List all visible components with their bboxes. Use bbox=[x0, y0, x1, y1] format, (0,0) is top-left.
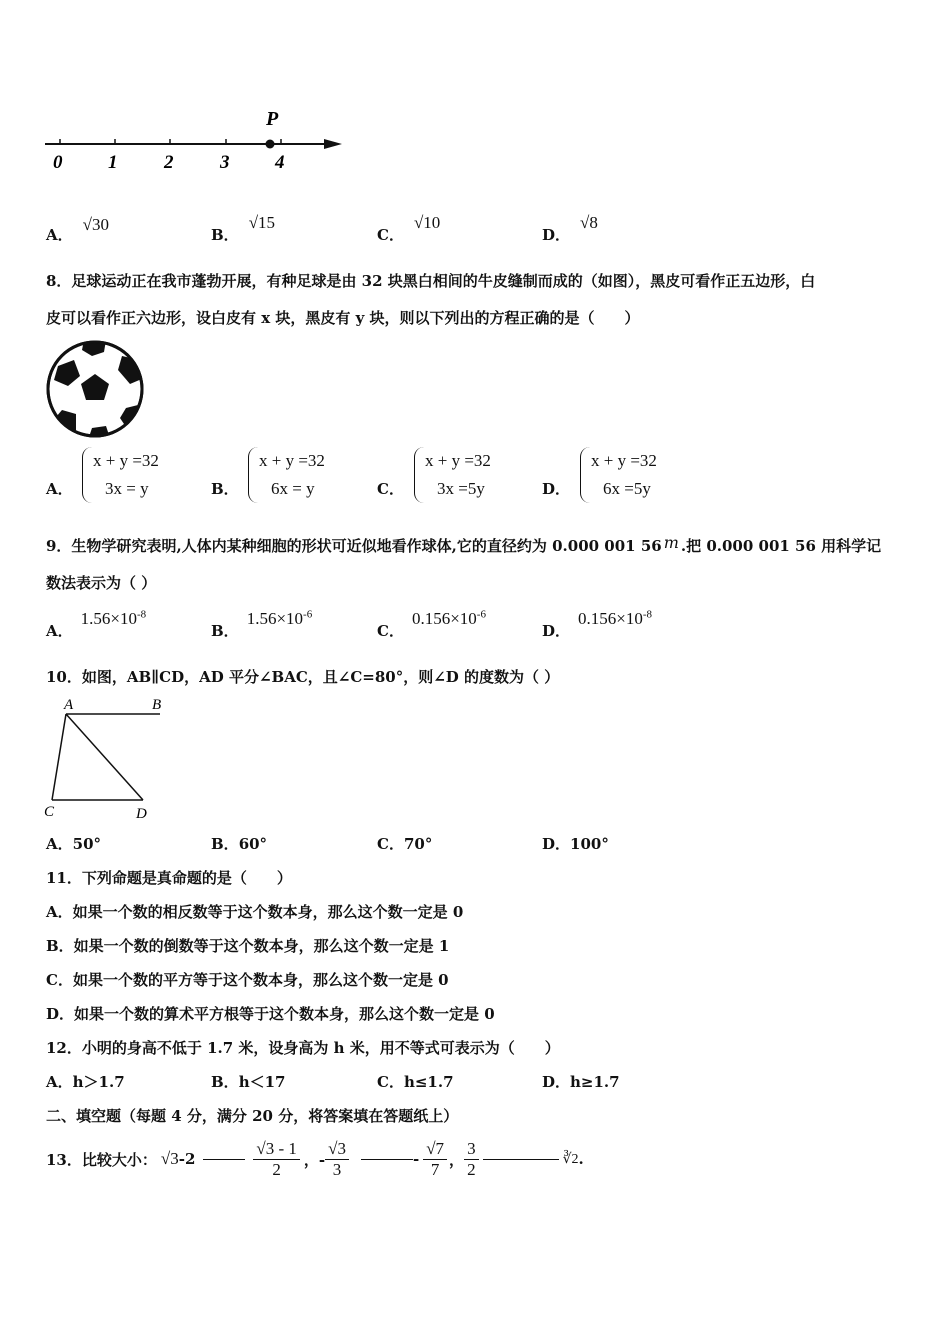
q13-fraction-3: $\frac{√7}{7}$ bbox=[423, 1139, 447, 1180]
q9-text-line1: 9．生物学研究表明,人体内某种细胞的形状可近似地看作球体,它的直径约为 0.000 001 56 m .把 0.000 001 56 用科学记 bbox=[46, 533, 882, 555]
q9-option-d: D．$0.156\times 10^{-8}$ bbox=[542, 608, 653, 640]
q9-option-b: B．$1.56\times 10^{-6}$ bbox=[211, 608, 313, 640]
tick-label-2: 2 bbox=[164, 152, 174, 173]
q13-cube-root: ∛2 bbox=[562, 1151, 579, 1167]
number-line-figure bbox=[40, 100, 350, 180]
soccer-ball-figure bbox=[44, 338, 146, 440]
q12-option-d: D．h≥1.7 bbox=[542, 1073, 620, 1091]
q8-option-b-letter: B． bbox=[211, 480, 239, 498]
label-d: D bbox=[136, 806, 147, 822]
q12-option-a: A．h＞1.7 bbox=[46, 1073, 125, 1091]
q10-option-b: B．60° bbox=[211, 835, 268, 853]
q13-blank-3[interactable] bbox=[483, 1159, 559, 1160]
q8-option-a-letter: A． bbox=[46, 480, 73, 498]
label-b: B bbox=[152, 697, 162, 713]
point-p bbox=[266, 140, 275, 149]
q13-sqrt3: √3 bbox=[160, 1149, 179, 1168]
segment-ad bbox=[66, 714, 143, 800]
q8-d-eq1: x + y =32 bbox=[591, 451, 657, 470]
q13-separator-2: ， bbox=[449, 1150, 465, 1169]
label-a: A bbox=[64, 697, 74, 713]
q10-triangle-figure bbox=[40, 692, 170, 822]
q8-b-eq1: x + y =32 bbox=[259, 451, 325, 470]
q10-text: 10．如图，AB∥CD，AD 平分∠BAC，且∠C=80°，则∠D 的度数为（ ） bbox=[46, 668, 560, 686]
q7-option-b: B．√15 bbox=[211, 213, 276, 244]
q8-c-eq2: 3x =5y bbox=[437, 479, 485, 498]
q13-minus-two: -2 bbox=[178, 1150, 196, 1168]
q9-option-c: C．$0.156\times 10^{-6}$ bbox=[377, 608, 486, 640]
q7-option-a: A．√30 bbox=[46, 215, 109, 244]
label-c: C bbox=[44, 804, 55, 820]
q8-a-eq1: x + y =32 bbox=[93, 451, 159, 470]
q8-b-eq2: 6x = y bbox=[271, 479, 315, 498]
tick-label-4: 4 bbox=[275, 152, 285, 173]
q8-option-c-system bbox=[414, 447, 491, 503]
q10-option-c: C．70° bbox=[377, 835, 433, 853]
section-2-title: 二、填空题（每题 4 分，满分 20 分，将答案填在答题纸上） bbox=[46, 1107, 459, 1125]
q13-f3-sign: - bbox=[412, 1150, 420, 1168]
q7-option-c: C．√10 bbox=[377, 213, 441, 244]
number-line-arrow bbox=[324, 139, 342, 149]
q9-text-line2: 数法表示为（ ） bbox=[46, 574, 157, 592]
q8-text-line2: 皮可以看作正六边形，设白皮有 x 块，黑皮有 y 块，则以下列出的方程正确的是（ ） bbox=[46, 309, 640, 327]
tick-label-0: 0 bbox=[53, 152, 63, 173]
q8-c-eq1: x + y =32 bbox=[425, 451, 491, 470]
segment-ac bbox=[52, 714, 66, 800]
q13-label: 13．比较大小： bbox=[46, 1150, 157, 1169]
q11-text: 11．下列命题是真命题的是（ ） bbox=[46, 869, 292, 887]
q12-text: 12．小明的身高不低于 1.7 米，设身高为 h 米，用不等式可表示为（ ） bbox=[46, 1039, 560, 1057]
q8-option-b-system bbox=[248, 447, 325, 503]
q7-option-d: D．√8 bbox=[542, 213, 598, 244]
q13-fraction-4: $\frac{3}{2}$ bbox=[464, 1139, 479, 1180]
q9-option-a: A．$1.56\times 10^{-8}$ bbox=[46, 608, 147, 640]
q13-line bbox=[46, 1133, 584, 1185]
q8-option-d-letter: D． bbox=[542, 480, 571, 498]
q12-option-c: C．h≤1.7 bbox=[377, 1073, 454, 1091]
q11-option-d: D．如果一个数的算术平方根等于这个数本身，那么这个数一定是 0 bbox=[46, 1005, 495, 1023]
q8-text-line1: 8．足球运动正在我市蓬勃开展，有种足球是由 32 块黑白相间的牛皮缝制而成的（如图），黑皮可看作正五边形，白 bbox=[46, 272, 816, 290]
q11-option-a: A．如果一个数的相反数等于这个数本身，那么这个数一定是 0 bbox=[46, 903, 464, 921]
q13-end: . bbox=[578, 1150, 584, 1168]
q8-d-eq2: 6x =5y bbox=[603, 479, 651, 498]
q8-option-a-system bbox=[82, 447, 159, 503]
tick-label-1: 1 bbox=[108, 152, 118, 173]
q8-a-eq2: 3x = y bbox=[105, 479, 149, 498]
q8-option-d-system bbox=[580, 447, 657, 503]
q8-option-c-letter: C． bbox=[377, 480, 404, 498]
q13-blank-2[interactable] bbox=[361, 1159, 413, 1160]
q13-blank-1[interactable] bbox=[203, 1159, 245, 1160]
q13-fraction-1: $\frac{√3 - 1}{2}$ bbox=[253, 1139, 300, 1180]
q13-fraction-2: $\frac{√3}{3}$ bbox=[325, 1139, 349, 1180]
q10-option-a: A．50° bbox=[46, 835, 102, 853]
tick-label-3: 3 bbox=[220, 152, 230, 173]
point-p-label: P bbox=[266, 108, 279, 130]
q12-option-b: B．h＜17 bbox=[211, 1073, 286, 1091]
q10-option-d: D．100° bbox=[542, 835, 609, 853]
q11-option-b: B．如果一个数的倒数等于这个数本身，那么这个数一定是 1 bbox=[46, 937, 450, 955]
q13-separator-1: ，- bbox=[303, 1150, 326, 1169]
q11-option-c: C．如果一个数的平方等于这个数本身，那么这个数一定是 0 bbox=[46, 971, 449, 989]
